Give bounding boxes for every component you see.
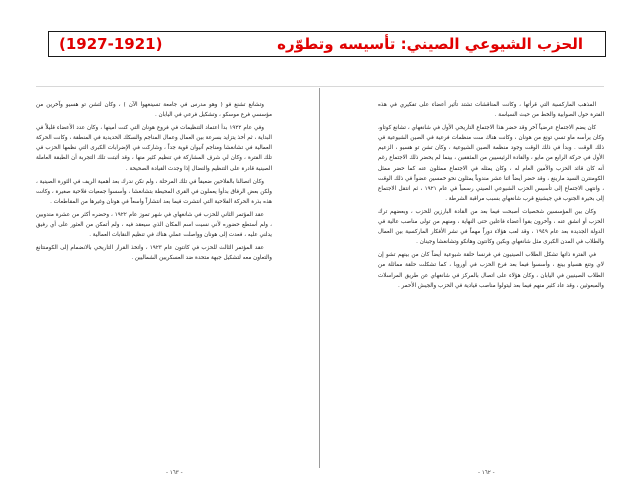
right-paragraph: في الفترة ذاتها تشكل الطلاب الصينيون في فرنسا حلقة شيوعية أيضاً كان من بينهم تشو إن لاي وتنغ هسياو بينغ ، وأسسوا فيما بعد فرع الحزب في أوروبا ، كما تشكلت حلقة مماثلة من الطلاب الصينيين في اليابان ، وكان هؤلاء على اتصال بالمركز في شانغهاي عن طريق المراسلات والمبعوثين ، وقد عاد كثير منهم فيما بعد ليتولوا مناصب قيادية في الحزب والجيش الأحمر .: [378, 252, 604, 289]
title-middle-text: تأسيسه وتطوّره: [277, 35, 396, 53]
right-paragraph: المذهب الماركسية التي قرأتها ، وكانت المناقشات تشتد تأثير أعضاء على تفكيري في هذه الفترة حول الصوابية والخط من حيث السياسة .: [378, 102, 604, 119]
left-paragraph: وتشانغ تشنغ فو ( وهو مدرس في جامعة تسينغهوا الآن ) ، وكان لتشن تو هسيو وآخرين من مؤسسي فرع موسكو ، وتشكيل فرعي في اليابان .: [36, 102, 272, 119]
right-paragraph: وكان بين المؤسسين شخصيات أصبحت فيما بعد من القادة البارزين للحزب ، وبعضهم ترك الحزب أو انشق عنه ، وآخرون بقوا أعضاء فاعلين حتى النهاية ، ومنهم من تولى مناصب عالية في الدولة الجديدة بعد عام ١٩٤٩ ، وقد لعب هؤلاء دوراً مهماً في نشر الأفكار الماركسية بين العمال والطلاب في المدن الكبرى مثل شانغهاي وبكين وكانتون وهانكو وتشانغشا وجينان .: [378, 208, 604, 246]
right-page: [378, 100, 604, 460]
left-paragraph: عقد المؤتمر الثاني للحزب في شانغهاي في شهر تموز عام ١٩٢٢ ، وحضره أكثر من عشرة مندوبين ، ولم أستطع حضوره لأني نسيت اسم المكان الذي سيعقد فيه ، ولم أتمكن من العثور على أي رفيق يدلني عليه ، فعدت إلى هونان وواصلت عملي هناك في تنظيم النقابات العمالية .: [36, 211, 272, 239]
header-title-box: [48, 31, 606, 57]
left-paragraph: وفي عام ١٩٢٢ بدأ اعتماد التنظيمات في فروع هونان التي كنت أمينها ، وكان عدد الأعضاء قليلاً في البداية ، ثم أخذ يتزايد بسرعة بين العمال وعمال المناجم والسكك الحديدية في المنطقة ، وكانت الحركة العمالية في تشانغشا ومناجم آنيوان قوية جداً ، وشاركت في الإضرابات الكبرى التي نظمها الحزب في تلك الفترة ، وكان لي شرف المشاركة في تنظيم كثير منها ، وقد أثبتت تلك التجربة أن الطبقة العاملة الصينية قادرة على التنظيم والنضال إذا وجدت القيادة الصحيحة .: [36, 125, 272, 172]
right-page-number: - ١٦٢ -: [478, 470, 495, 476]
header-title-main: [277, 35, 583, 53]
left-page: [36, 100, 272, 460]
right-paragraph: كان يضم الاجتماع عرضياً آخر وقد حضر هذا الاجتماع التاريخي الأول في شانغهاي ، تشانغ كوتاو، وكان يرأسه ماو تسي تونغ من هونان ، وكانت هناك ست منظمات فرعية في الصين الشيوعية في ذلك الوقت . وبدأ في ذلك الوقت وجود منظمة الصين الشيوعية ، وكان تشن تو هسيو ، الزعيم الأول في حركة الرابع من مايو ، والقادة الرئيسيين من المثقفين ، بينما لم يحضر ذلك الاجتماع رغم أنه كان قائد الحزب والأمين العام له ، وكان يمثله في الاجتماع ممثلون عنه كما حضر ممثل الكومنترن السيد مارينغ ، وقد حضر أيضاً اثنا عشر مندوباً يمثلون نحو خمسين عضواً في ذلك الوقت ، وانتهى الاجتماع إلى تأسيس الحزب الشيوعي الصيني رسمياً في عام ١٩٢١ ، ثم انتقل الاجتماع إلى بحيرة الجنوب في جيشينغ قرب شانغهاي بسبب مراقبة الشرطة .: [378, 125, 604, 202]
book-gutter-divider: [319, 88, 320, 468]
page-top-edge: [36, 86, 604, 87]
header-title-years: (1927-1921): [59, 35, 163, 53]
left-paragraph: عقد المؤتمر الثالث للحزب في كانتون عام ١٩٢٣ ، واتخذ القرار التاريخي بالانضمام إلى الكومنتانغ والتعاون معه لتشكيل جبهة متحدة ضد العسكريين الشماليين .: [36, 245, 272, 262]
left-page-number: - ١٦٣ -: [166, 470, 183, 476]
title-right-text: الحزب الشيوعي الصيني:: [400, 35, 583, 53]
left-paragraph: وكان اتصالنا بالفلاحين ضعيفاً في تلك المرحلة ، ولم نكن ندرك بعد أهمية الريف في الثورة الصينية ، ولكن بعض الرفاق بدأوا يعملون في القرى المحيطة بتشانغشا ، وأسسوا جمعيات فلاحية صغيرة ، وكانت هذه بذرة الحركة الفلاحية التي انتشرت فيما بعد انتشاراً واسعاً في هونان وغيرها من المقاطعات .: [36, 178, 272, 205]
